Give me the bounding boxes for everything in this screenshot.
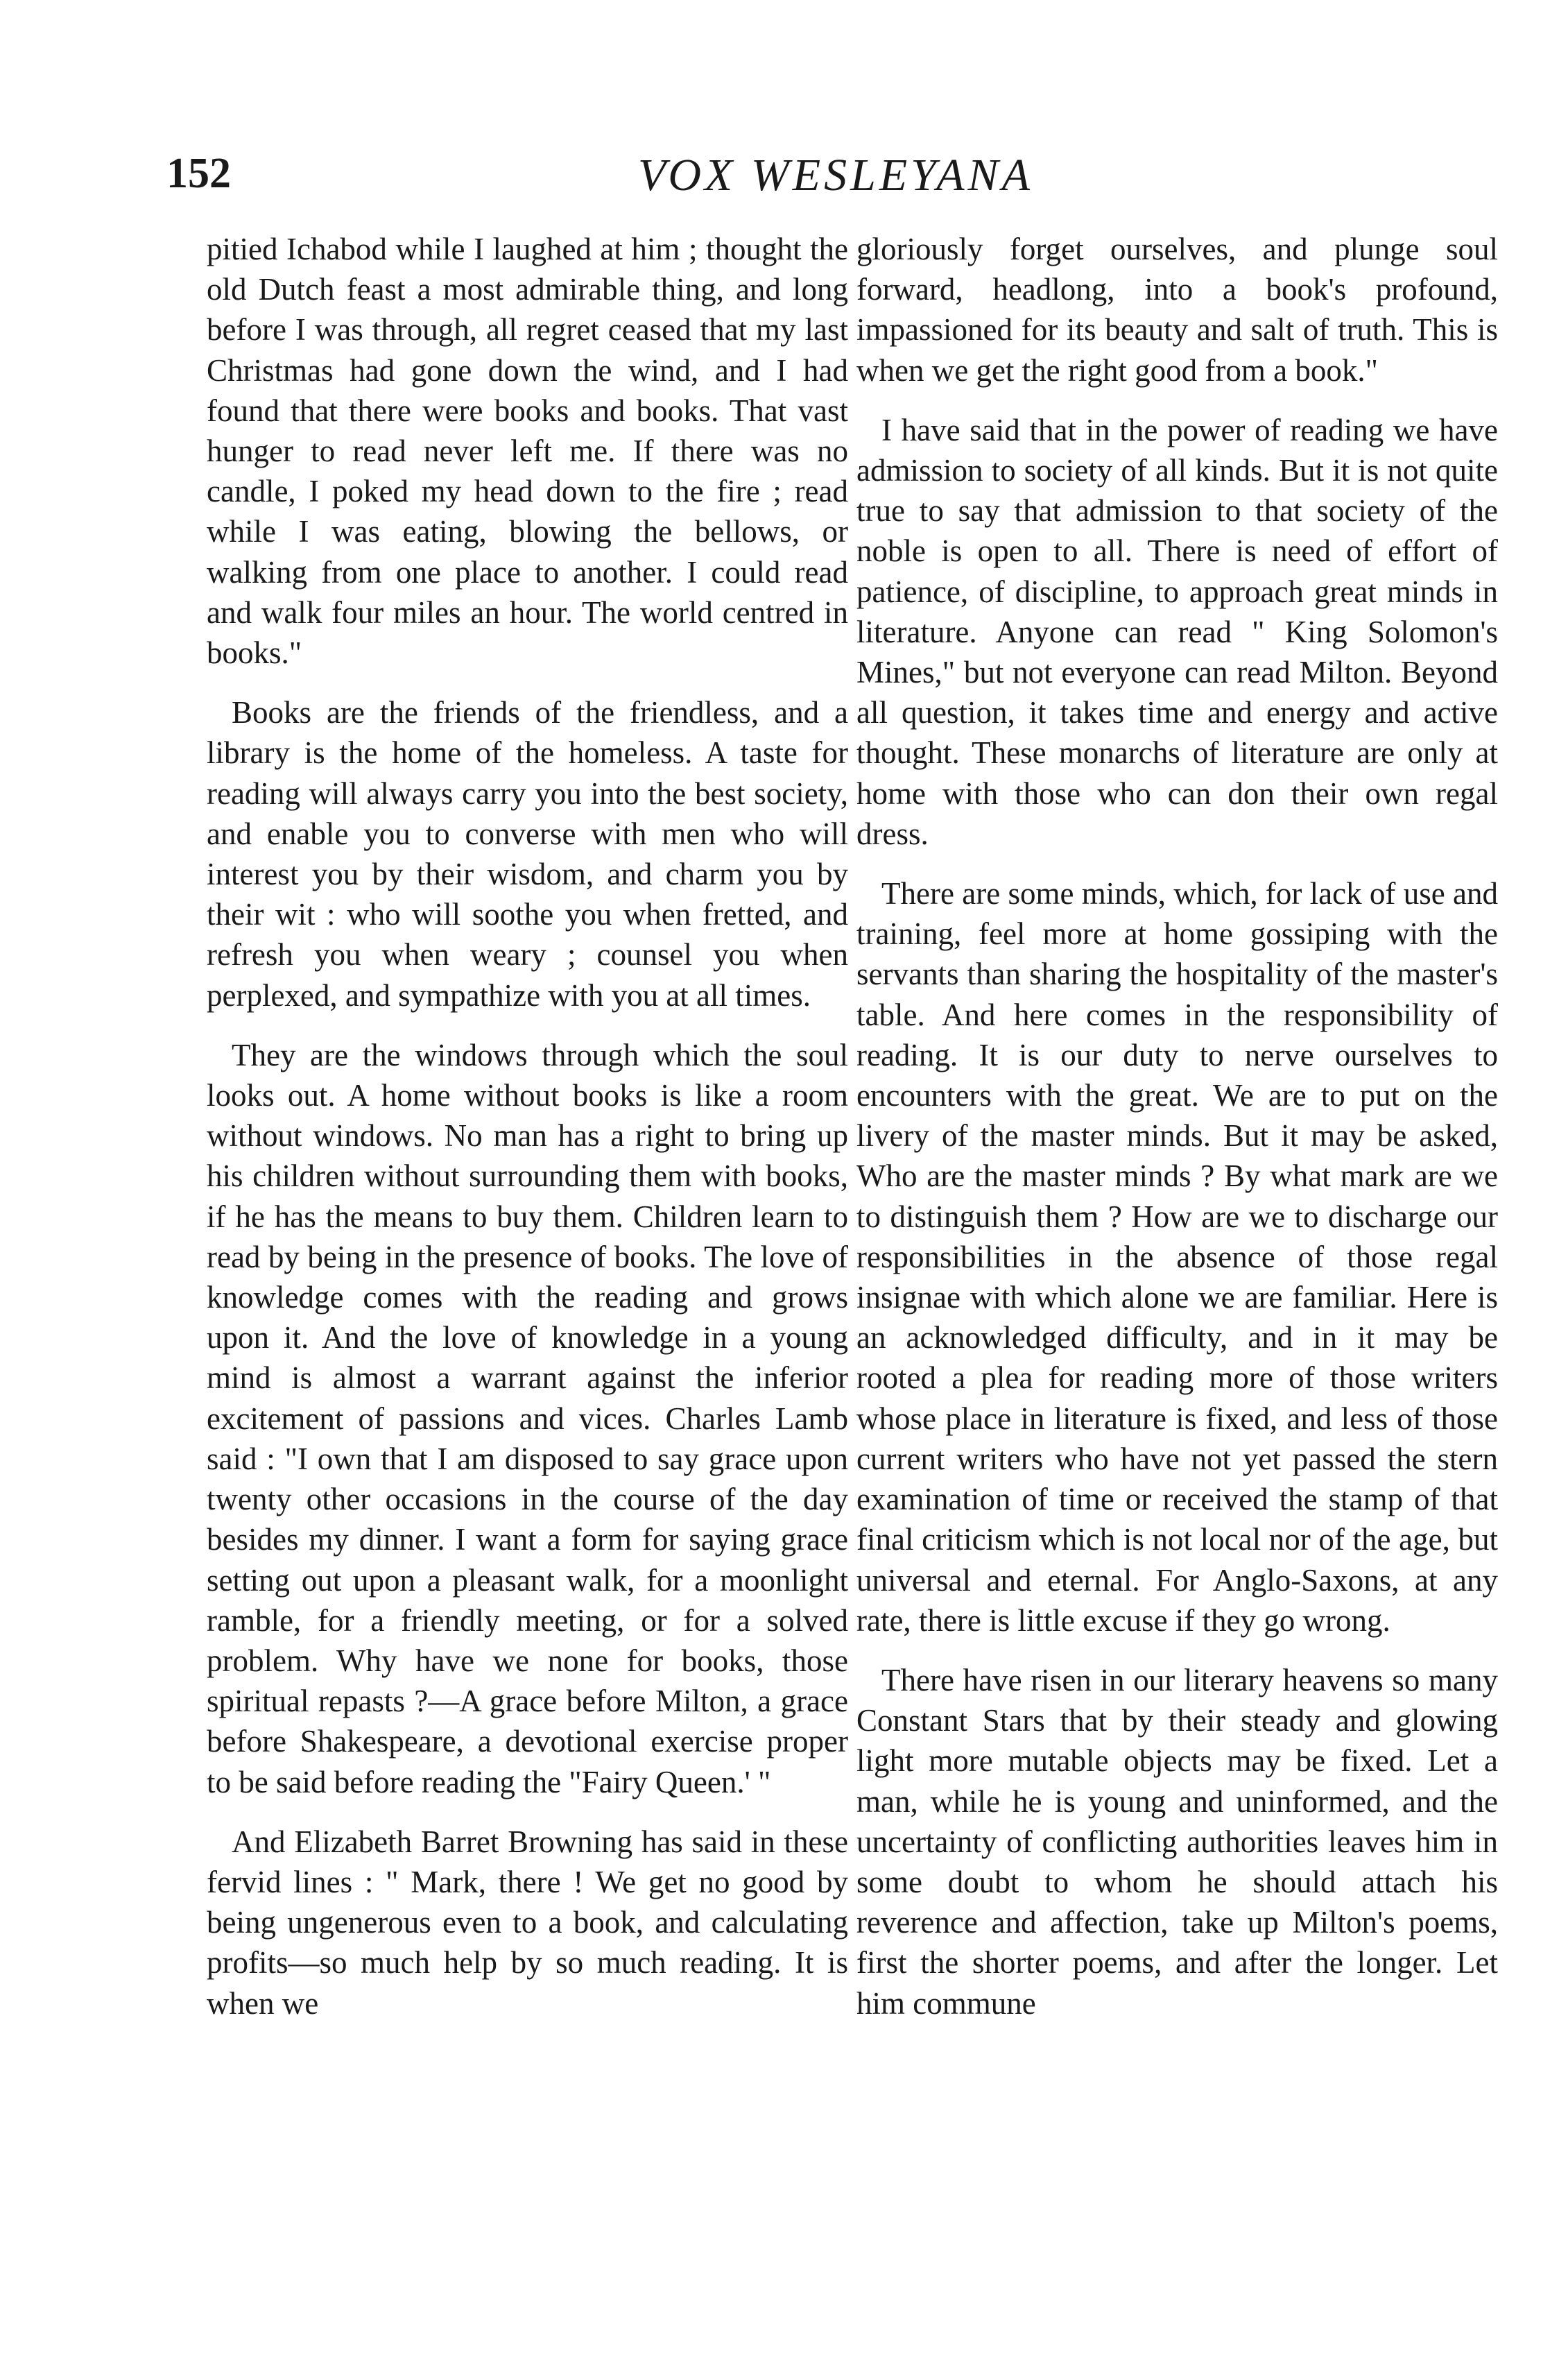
paragraph: There have risen in our literary heavens so many Constant Stars that by their steady and glowing light more mutable objects may be fixed. Let a man, while he is young and uninformed, and the uncertainty of conflicting authorities leaves him in some doubt to whom he should attach his reverence and affection, take up Milton's poems, first the shorter poems, and after the longer. Let him commune bbox=[856, 1662, 1498, 2021]
right-column bbox=[856, 229, 1498, 2043]
paragraph: And Elizabeth Barret Browning has said in these fervid lines : " Mark, there ! We get no good by being ungenerous even to a book, and calculating profits—so much help by so much reading. It is when we bbox=[207, 1824, 848, 2021]
paragraph: They are the windows through which the soul looks out. A home without books is like a room without windows. No man has a right to bring up his children without surrounding them with books, if he has the means to buy them. Children learn to read by being in the presence of books. The love of knowledge comes with the reading and grows upon it. And the love of knowledge in a young mind is almost a warrant against the inferior excitement of passions and vices. Charles Lamb said : "I own that I am disposed to say grace upon twenty other occasions in the course of the day besides my dinner. I want a form for saying grace setting out upon a pleasant walk, for a moonlight ramble, for a friendly meeting, or for a solved problem. Why have we none for books, those spiritual repasts ?—A grace before Milton, a grace before Shakespeare, a devotional exercise proper to be said before reading the "Fairy Queen.' " bbox=[207, 1037, 848, 1799]
paragraph: pitied Ichabod while I laughed at him ; thought the old Dutch feast a most admirable thing, and long before I was through, all regret ceased that my last Christmas had gone down the wind, and I had found that there were books and books. That vast hunger to read never left me. If there was no candle, I poked my head down to the fire ; read while I was eating, blowing the bellows, or walking from one place to another. I could read and walk four miles an hour. The world centred in books." bbox=[207, 232, 848, 671]
page-header bbox=[166, 149, 1506, 212]
paragraph: There are some minds, which, for lack of use and training, feel more at home gossiping with the servants than sharing the hospitality of the master's table. And here comes in the responsibility of reading. It is our duty to nerve ourselves to encounters with the great. We are to put on the livery of the master minds. But it may be asked, Who are the master minds ? By what mark are we to distinguish them ? How are we to discharge our responsibilities in the absence of those regal insignae with which alone we are familiar. Here is an acknowledged difficulty, and in it may be rooted a plea for reading more of those writers whose place in literature is fixed, and less of those current writers who have not yet passed the stern examination of time or received the stamp of that final criticism which is not local nor of the age, but universal and eternal. For Anglo-Saxons, at any rate, there is little excuse if they go wrong. bbox=[856, 876, 1498, 1638]
paragraph: I have said that in the power of reading we have admission to society of all kinds. But it is not quite true to say that admission to that society of the noble is open to all. There is need of effort of patience, of discipline, to approach great minds in literature. Anyone can read " King Solomon's Mines," but not everyone can read Milton. Beyond all question, it takes time and energy and active thought. These monarchs of literature are only at home with those who can don their own regal dress. bbox=[856, 412, 1498, 851]
running-title: VOX WESLEYANA bbox=[638, 150, 1033, 200]
paragraph: Books are the friends of the friendless, and a library is the home of the homeless. A taste for reading will always carry you into the best society, and enable you to converse with men who will interest you by their wisdom, and charm you by their wit : who will soothe you when fretted, and refresh you when weary ; counsel you when perplexed, and sympathize with you at all times. bbox=[207, 695, 848, 1013]
paragraph: gloriously forget ourselves, and plunge soul forward, headlong, into a book's profound, impassioned for its beauty and salt of truth. This is when we get the right good from a book." bbox=[856, 232, 1498, 388]
left-column bbox=[207, 229, 848, 2043]
page-number: 152 bbox=[166, 150, 231, 197]
